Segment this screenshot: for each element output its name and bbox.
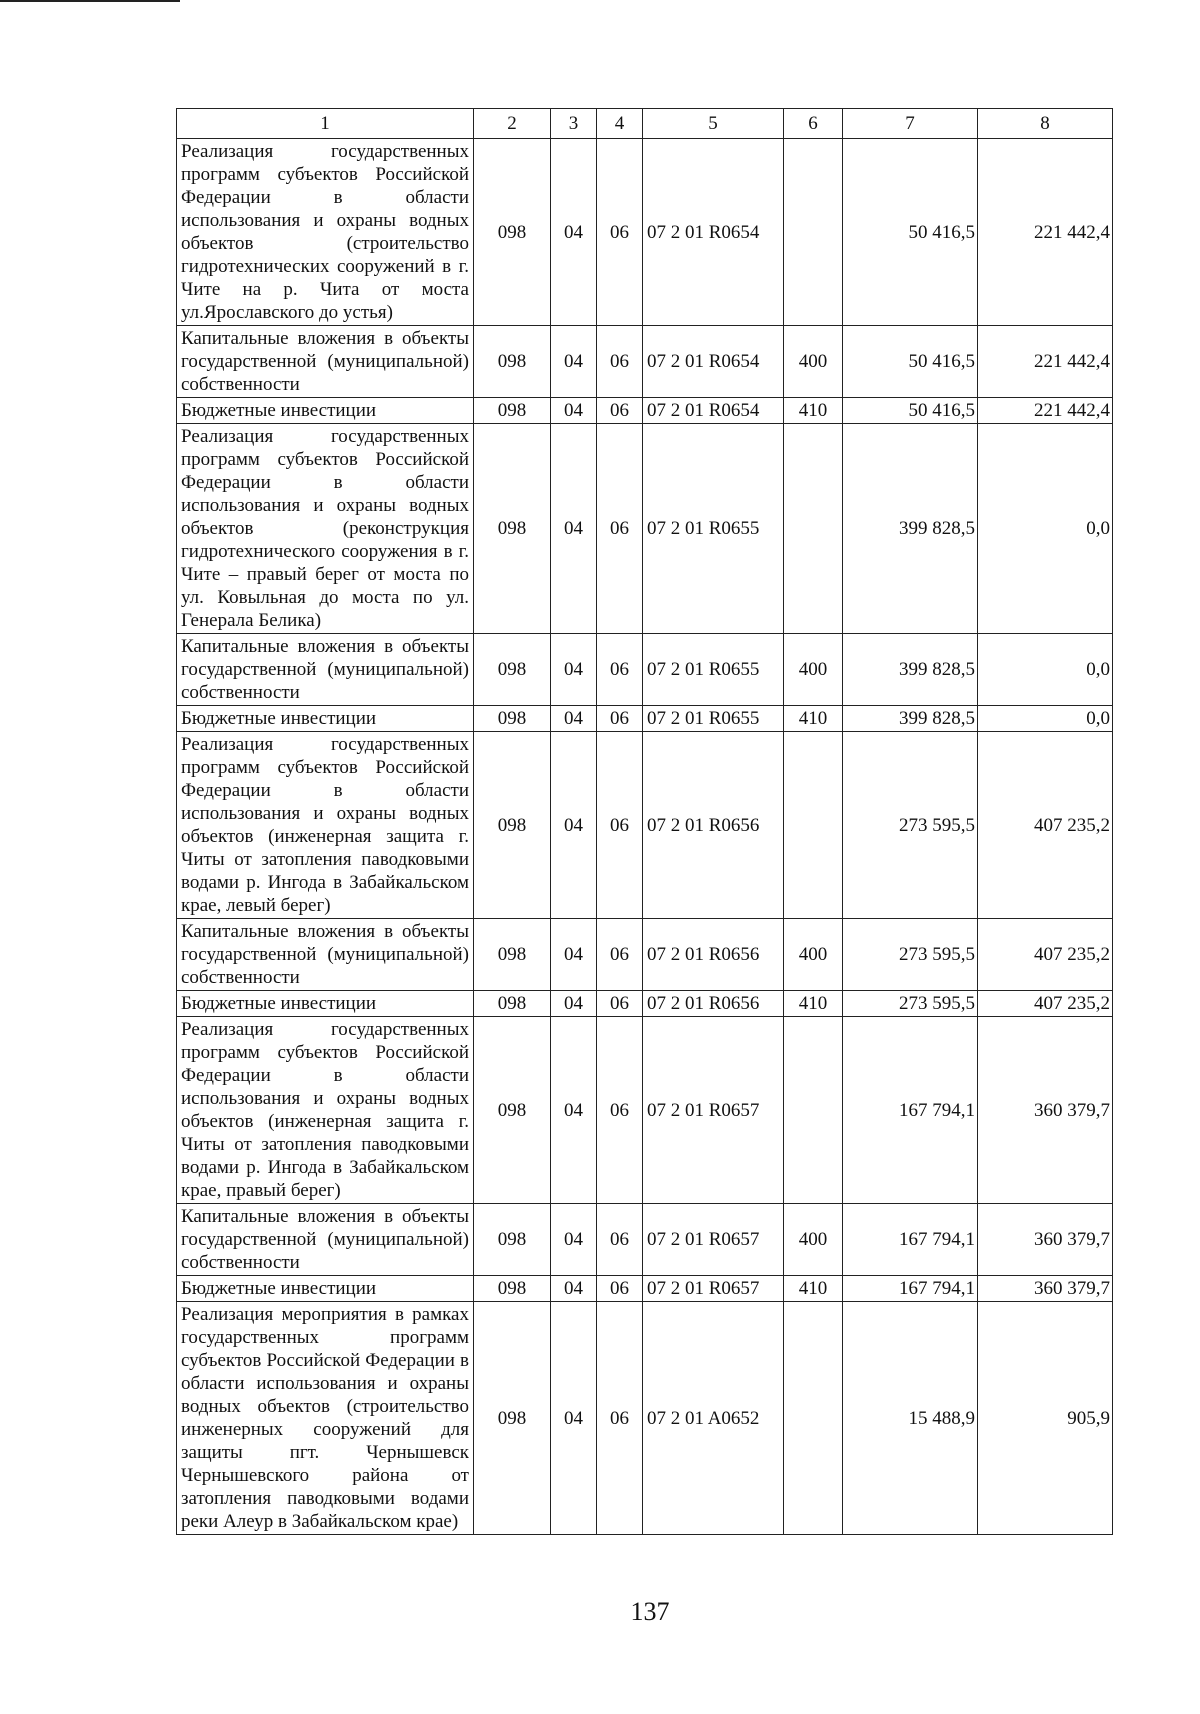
amount-col7: 399 828,5 [843, 424, 978, 634]
row-name: Бюджетные инвестиции [177, 706, 474, 732]
target-article-code: 07 2 01 R0655 [643, 706, 784, 732]
row-name: Капитальные вложения в объекты государственной (муниципальной) собственности [177, 326, 474, 398]
row-name: Бюджетные инвестиции [177, 991, 474, 1017]
amount-col8: 221 442,4 [978, 326, 1113, 398]
table-row [177, 1276, 1113, 1302]
amount-col8: 221 442,4 [978, 139, 1113, 326]
target-article-code: 07 2 01 R0657 [643, 1276, 784, 1302]
section-code: 04 [551, 1302, 597, 1535]
ministry-code: 098 [474, 991, 551, 1017]
column-header: 8 [978, 109, 1113, 139]
amount-col8: 407 235,2 [978, 919, 1113, 991]
table-row [177, 139, 1113, 326]
column-header: 4 [597, 109, 643, 139]
ministry-code: 098 [474, 398, 551, 424]
row-name: Реализация государственных программ субъектов Российской Федерации в области использования и охраны водных объектов (реконструкция гидротехнического сооружения в г. Чите – правый берег от моста по ул. Ковыльная до моста по ул. Генерала Белика) [177, 424, 474, 634]
row-name: Реализация государственных программ субъектов Российской Федерации в области использования и охраны водных объектов (инженерная защита г. Читы от затопления паводковыми водами р. Ингода в Забайкальском крае, левый берег) [177, 732, 474, 919]
subsection-code: 06 [597, 919, 643, 991]
amount-col8: 360 379,7 [978, 1204, 1113, 1276]
column-header: 5 [643, 109, 784, 139]
row-name: Капитальные вложения в объекты государственной (муниципальной) собственности [177, 634, 474, 706]
expense-type-code: 400 [784, 919, 843, 991]
amount-col7: 399 828,5 [843, 706, 978, 732]
ministry-code: 098 [474, 919, 551, 991]
section-code: 04 [551, 139, 597, 326]
row-name: Реализация мероприятия в рамках государственных программ субъектов Российской Федерации в области использования и охраны водных объектов (строительство инженерных сооружений для защиты пгт. Чернышевск Чернышевского района от затопления паводковыми водами реки Алеур в Забайкальском крае) [177, 1302, 474, 1535]
expense-type-code [784, 139, 843, 326]
subsection-code: 06 [597, 139, 643, 326]
subsection-code: 06 [597, 706, 643, 732]
column-header: 6 [784, 109, 843, 139]
ministry-code: 098 [474, 732, 551, 919]
subsection-code: 06 [597, 1017, 643, 1204]
expense-type-code [784, 1302, 843, 1535]
amount-col7: 273 595,5 [843, 732, 978, 919]
table-row [177, 1017, 1113, 1204]
table-row [177, 706, 1113, 732]
table-row [177, 424, 1113, 634]
amount-col8: 0,0 [978, 424, 1113, 634]
ministry-code: 098 [474, 634, 551, 706]
subsection-code: 06 [597, 1276, 643, 1302]
row-name: Реализация государственных программ субъектов Российской Федерации в области использования и охраны водных объектов (строительство гидротехнических сооружений в г. Чите на р. Чита от моста ул.Ярославского до устья) [177, 139, 474, 326]
section-code: 04 [551, 424, 597, 634]
expense-type-code: 410 [784, 991, 843, 1017]
ministry-code: 098 [474, 326, 551, 398]
subsection-code: 06 [597, 1302, 643, 1535]
subsection-code: 06 [597, 991, 643, 1017]
target-article-code: 07 2 01 R0656 [643, 919, 784, 991]
expense-type-code: 400 [784, 326, 843, 398]
section-code: 04 [551, 1276, 597, 1302]
section-code: 04 [551, 732, 597, 919]
table-header-row [177, 109, 1113, 139]
ministry-code: 098 [474, 139, 551, 326]
section-code: 04 [551, 706, 597, 732]
ministry-code: 098 [474, 424, 551, 634]
amount-col7: 273 595,5 [843, 991, 978, 1017]
target-article-code: 07 2 01 R0656 [643, 732, 784, 919]
section-code: 04 [551, 398, 597, 424]
amount-col7: 167 794,1 [843, 1017, 978, 1204]
target-article-code: 07 2 01 R0655 [643, 634, 784, 706]
row-name: Капитальные вложения в объекты государственной (муниципальной) собственности [177, 1204, 474, 1276]
column-header: 2 [474, 109, 551, 139]
section-code: 04 [551, 991, 597, 1017]
row-name: Капитальные вложения в объекты государственной (муниципальной) собственности [177, 919, 474, 991]
subsection-code: 06 [597, 732, 643, 919]
section-code: 04 [551, 1204, 597, 1276]
expense-type-code [784, 1017, 843, 1204]
ministry-code: 098 [474, 706, 551, 732]
budget-table [176, 108, 1113, 1535]
target-article-code: 07 2 01 R0654 [643, 398, 784, 424]
scan-corner-mark [0, 0, 180, 6]
target-article-code: 07 2 01 A0652 [643, 1302, 784, 1535]
subsection-code: 06 [597, 424, 643, 634]
amount-col8: 0,0 [978, 634, 1113, 706]
table-row [177, 398, 1113, 424]
target-article-code: 07 2 01 R0654 [643, 326, 784, 398]
expense-type-code [784, 424, 843, 634]
column-header: 7 [843, 109, 978, 139]
amount-col7: 167 794,1 [843, 1276, 978, 1302]
subsection-code: 06 [597, 634, 643, 706]
target-article-code: 07 2 01 R0655 [643, 424, 784, 634]
section-code: 04 [551, 326, 597, 398]
row-name: Бюджетные инвестиции [177, 1276, 474, 1302]
section-code: 04 [551, 1017, 597, 1204]
amount-col8: 407 235,2 [978, 991, 1113, 1017]
target-article-code: 07 2 01 R0657 [643, 1204, 784, 1276]
ministry-code: 098 [474, 1204, 551, 1276]
table-row [177, 1302, 1113, 1535]
amount-col8: 905,9 [978, 1302, 1113, 1535]
target-article-code: 07 2 01 R0654 [643, 139, 784, 326]
expense-type-code: 400 [784, 1204, 843, 1276]
amount-col7: 50 416,5 [843, 139, 978, 326]
amount-col7: 273 595,5 [843, 919, 978, 991]
ministry-code: 098 [474, 1017, 551, 1204]
table-row [177, 326, 1113, 398]
row-name: Бюджетные инвестиции [177, 398, 474, 424]
column-header: 3 [551, 109, 597, 139]
amount-col7: 50 416,5 [843, 398, 978, 424]
expense-type-code [784, 732, 843, 919]
expense-type-code: 400 [784, 634, 843, 706]
amount-col8: 360 379,7 [978, 1276, 1113, 1302]
expense-type-code: 410 [784, 706, 843, 732]
section-code: 04 [551, 634, 597, 706]
amount-col8: 360 379,7 [978, 1017, 1113, 1204]
ministry-code: 098 [474, 1276, 551, 1302]
ministry-code: 098 [474, 1302, 551, 1535]
subsection-code: 06 [597, 1204, 643, 1276]
table-row [177, 732, 1113, 919]
table-row [177, 1204, 1113, 1276]
expense-type-code: 410 [784, 398, 843, 424]
column-header: 1 [177, 109, 474, 139]
table-row [177, 991, 1113, 1017]
budget-table-container [176, 108, 1112, 1535]
target-article-code: 07 2 01 R0656 [643, 991, 784, 1017]
subsection-code: 06 [597, 398, 643, 424]
target-article-code: 07 2 01 R0657 [643, 1017, 784, 1204]
amount-col7: 167 794,1 [843, 1204, 978, 1276]
subsection-code: 06 [597, 326, 643, 398]
page-number: 137 [630, 1597, 670, 1626]
table-row [177, 634, 1113, 706]
expense-type-code: 410 [784, 1276, 843, 1302]
amount-col8: 407 235,2 [978, 732, 1113, 919]
amount-col7: 50 416,5 [843, 326, 978, 398]
amount-col8: 221 442,4 [978, 398, 1113, 424]
table-row [177, 919, 1113, 991]
amount-col7: 15 488,9 [843, 1302, 978, 1535]
amount-col8: 0,0 [978, 706, 1113, 732]
amount-col7: 399 828,5 [843, 634, 978, 706]
row-name: Реализация государственных программ субъектов Российской Федерации в области использования и охраны водных объектов (инженерная защита г. Читы от затопления паводковыми водами р. Ингода в Забайкальском крае, правый берег) [177, 1017, 474, 1204]
section-code: 04 [551, 919, 597, 991]
